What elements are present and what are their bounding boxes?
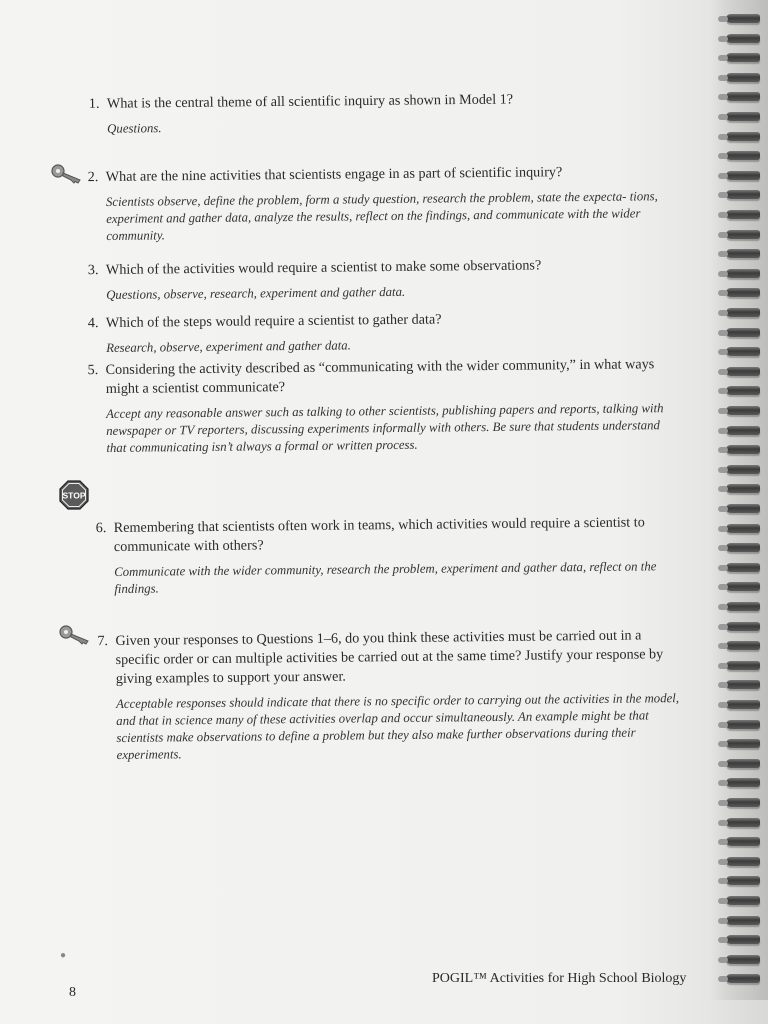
- binding-coil: [726, 406, 760, 415]
- binding-coil: [726, 720, 760, 729]
- binding-coil: [726, 34, 760, 43]
- question-2-text: What are the nine activities that scientists engage in as part of scientific inquiry?: [105, 164, 563, 185]
- binding-coil: [726, 151, 760, 160]
- question-5: [87, 355, 679, 457]
- question-5-answer: Accept any reasonable answer such as talking to other scientists, publishing papers and reports, talking with newspaper or TV reporters, discussing experiments informally with others. Be sure that students understand that communicating isn’t always a formal or written process.: [105, 401, 664, 455]
- binding-coil: [726, 112, 760, 121]
- question-4-answer: Research, observe, experiment and gather data.: [106, 338, 351, 355]
- question-2-number: 2.: [87, 169, 99, 186]
- binding-coil: [726, 190, 760, 199]
- binding-coil: [726, 210, 760, 219]
- binding-coil: [726, 288, 760, 297]
- binding-coil: [726, 328, 760, 337]
- question-7-text: Given your responses to Questions 1–6, do you think these activities must be carried out in a specific order or can multiple activities be carried out at the same time? Justify your response by giving examples to support your answer.: [115, 627, 664, 687]
- binding-coil: [726, 935, 760, 944]
- binding-coil: [726, 818, 760, 827]
- binding-coil: [726, 641, 760, 650]
- binding-coil: [726, 778, 760, 787]
- question-4-number: 4.: [87, 315, 99, 332]
- binding-coil: [726, 798, 760, 807]
- binding-coil: [726, 759, 760, 768]
- question-4-text: Which of the steps would require a scientist to gather data?: [105, 311, 442, 331]
- question-5-text: Considering the activity described as “communicating with the wider community,” in what ways might a scientist communicate?: [105, 356, 655, 397]
- key-icon: [58, 623, 92, 645]
- question-1-number: 1.: [88, 95, 100, 112]
- binding-coil: [726, 974, 760, 983]
- binding-coil: [726, 739, 760, 748]
- binding-coil: [726, 132, 760, 141]
- binding-coil: [726, 484, 760, 493]
- stop-sign-icon: [59, 480, 89, 510]
- binding-coil: [726, 955, 760, 964]
- binding-coil: [726, 269, 760, 278]
- question-4: [87, 308, 672, 357]
- question-6-number: 6.: [95, 520, 107, 537]
- binding-coil: [726, 367, 760, 376]
- question-3-text: Which of the activities would require a scientist to make some observations?: [105, 257, 542, 278]
- question-3-number: 3.: [87, 262, 99, 279]
- question-6: [95, 513, 687, 598]
- spiral-binding: [710, 0, 768, 1000]
- binding-coil: [726, 876, 760, 885]
- question-2: [87, 162, 673, 245]
- binding-coil: [726, 582, 760, 591]
- binding-coil: [726, 543, 760, 552]
- binding-coil: [726, 14, 760, 23]
- binding-coil: [726, 445, 760, 454]
- binding-coil: [726, 230, 760, 239]
- binding-coil: [726, 661, 760, 670]
- question-3: [87, 255, 672, 304]
- binding-coil: [726, 896, 760, 905]
- binding-coil: [726, 524, 760, 533]
- binding-coil: [726, 465, 760, 474]
- question-6-text: Remembering that scientists often work in teams, which activities would require a scientist to communicate with others?: [113, 514, 645, 555]
- question-7-answer: Acceptable responses should indicate that there is no specific order to carrying out the activities in the model, and that in science many of these activities overlap and occur simultaneously. An example might be that scientists make observations to define a problem but they also make further observations during their experiments.: [116, 691, 680, 762]
- question-3-answer: Questions, observe, research, experiment and gather data.: [106, 284, 406, 302]
- question-1: [88, 89, 627, 137]
- binding-coil: [726, 73, 760, 82]
- binding-coil: [726, 53, 760, 62]
- question-1-answer: Questions.: [107, 121, 162, 136]
- binding-coil: [726, 426, 760, 435]
- binding-coil: [726, 249, 760, 258]
- binding-coil: [726, 347, 760, 356]
- binding-coil: [726, 171, 760, 180]
- question-6-answer: Communicate with the wider community, research the problem, experiment and gather data, reflect on the findings.: [114, 559, 657, 596]
- binding-coil: [726, 916, 760, 925]
- binding-coil: [726, 857, 760, 866]
- question-1-text: What is the central theme of all scientific inquiry as shown in Model 1?: [106, 91, 514, 112]
- binding-coil: [726, 602, 760, 611]
- binding-coil: [726, 504, 760, 513]
- stop-sign-label: STOP: [62, 490, 86, 501]
- binding-coil: [726, 92, 760, 101]
- binding-coil: [726, 680, 760, 689]
- binding-coil: [726, 563, 760, 572]
- question-7-number: 7.: [97, 633, 109, 650]
- question-5-number: 5.: [87, 362, 99, 379]
- binding-coil: [726, 700, 760, 709]
- binding-coil: [726, 308, 760, 317]
- question-7: [97, 626, 688, 764]
- page-speck: ●: [60, 950, 67, 961]
- key-icon: [50, 162, 84, 184]
- binding-coil: [726, 386, 760, 395]
- question-2-answer: Scientists observe, define the problem, form a study question, research the problem, state the expecta- tions, experiment and gather data, analyze the results, reflect on the findings, and communicate with the wider community.: [105, 189, 658, 243]
- footer-title: POGIL™ Activities for High School Biology: [432, 971, 687, 986]
- binding-coil: [726, 837, 760, 846]
- binding-coil: [726, 622, 760, 631]
- page-number: 8: [69, 985, 76, 1000]
